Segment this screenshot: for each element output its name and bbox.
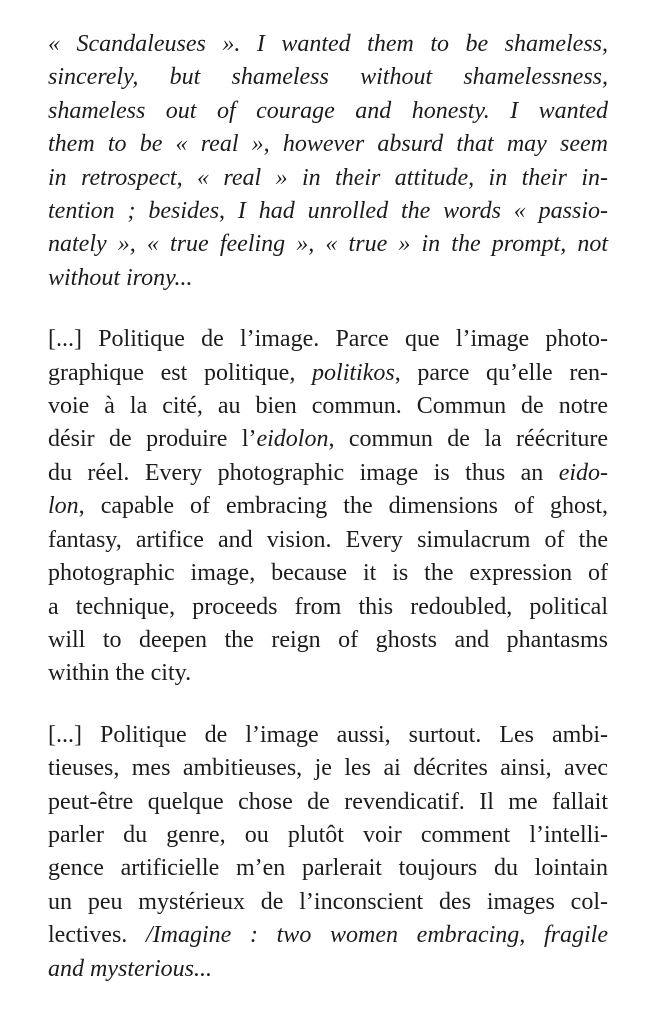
text-segment: peut-être quelque chose de revendicatif. Il me fallait: [48, 788, 608, 815]
text-line: [48, 752, 608, 785]
text-line: [48, 591, 608, 624]
text-line: [48, 61, 608, 94]
text-line: [48, 852, 608, 885]
text-line: [48, 457, 608, 490]
text-line: [48, 886, 608, 919]
text-segment: un peu mystérieux de l’inconscient des images col-: [48, 888, 608, 915]
text-segment: voie à la cité, au bien commun. Commun de notre: [48, 393, 608, 420]
italic-text: eidolon: [256, 426, 329, 453]
text-segment: , capable of embracing the dimensions of ghost,: [78, 493, 608, 520]
italic-text: politikos: [312, 359, 395, 386]
text-line: [48, 390, 608, 423]
text-segment: [...] Politique de l’image. Parce que l’image photo-: [48, 326, 608, 353]
text-segment: tention ; besides, I had unrolled the words « passio-: [48, 198, 608, 225]
text-segment: , parce qu’elle ren-: [394, 359, 609, 386]
text-segment: [...] Politique de l’image aussi, surtout. Les ambi-: [48, 721, 608, 748]
text-line: [48, 95, 608, 128]
paragraph-2: [48, 323, 608, 690]
text-segment: within the city.: [48, 660, 192, 687]
text-segment: will to deepen the reign of ghosts and phantasms: [48, 626, 608, 653]
text-line: [48, 524, 608, 557]
paragraph-1: [48, 28, 608, 295]
text-line: [48, 490, 608, 523]
text-line: [48, 786, 608, 819]
text-segment: « Scandaleuses ». I wanted them to be shameless,: [48, 31, 608, 57]
text-line: [48, 262, 608, 295]
text-line: [48, 323, 608, 356]
text-line: [48, 719, 608, 752]
italic-text: lon: [48, 493, 79, 520]
text-line: [48, 624, 608, 657]
text-line: [48, 919, 608, 952]
text-segment: a technique, proceeds from this redoubled, political: [48, 593, 608, 620]
text-line: [48, 557, 608, 590]
text-line: [48, 819, 608, 852]
italic-text: eido-: [558, 459, 608, 486]
text-line: [48, 357, 608, 390]
text-segment: sincerely, but shameless without shamelessness,: [48, 64, 608, 91]
text-segment: graphique est politique,: [48, 359, 313, 386]
text-segment: in retrospect, « real » in their attitude, in their in-: [48, 164, 608, 191]
text-line: [48, 953, 608, 986]
text-segment: parler du genre, ou plutôt voir comment l’intelli-: [48, 821, 608, 848]
text-segment: them to be « real », however absurd that may seem: [48, 131, 608, 158]
text-line: [48, 228, 608, 261]
paragraph-3: [48, 719, 608, 986]
text-line: [48, 162, 608, 195]
text-segment: without irony...: [48, 264, 193, 291]
text-segment: , commun de la réécriture: [328, 426, 608, 453]
text-segment: désir de produire l’: [48, 426, 257, 453]
italic-text: /Imagine : two women embracing, fragile: [145, 922, 608, 949]
text-segment: photographic image, because it is the expression of: [48, 560, 608, 587]
document-page: [48, 28, 608, 986]
text-line: [48, 195, 608, 228]
text-segment: lectives.: [48, 922, 146, 949]
text-segment: tieuses, mes ambitieuses, je les ai décrites ainsi, avec: [48, 755, 608, 782]
text-segment: du réel. Every photographic image is thus an: [48, 459, 559, 486]
text-line: [48, 423, 608, 456]
text-line: [48, 128, 608, 161]
text-segment: gence artificielle m’en parlerait toujours du lointain: [48, 855, 608, 882]
text-segment: nately », « true feeling », « true » in the prompt, not: [48, 231, 608, 258]
italic-text: and mysterious...: [48, 955, 212, 982]
text-line: [48, 28, 608, 61]
text-segment: fantasy, artifice and vision. Every simulacrum of the: [48, 526, 608, 553]
text-segment: shameless out of courage and honesty. I wanted: [48, 97, 608, 124]
text-line: [48, 657, 608, 690]
